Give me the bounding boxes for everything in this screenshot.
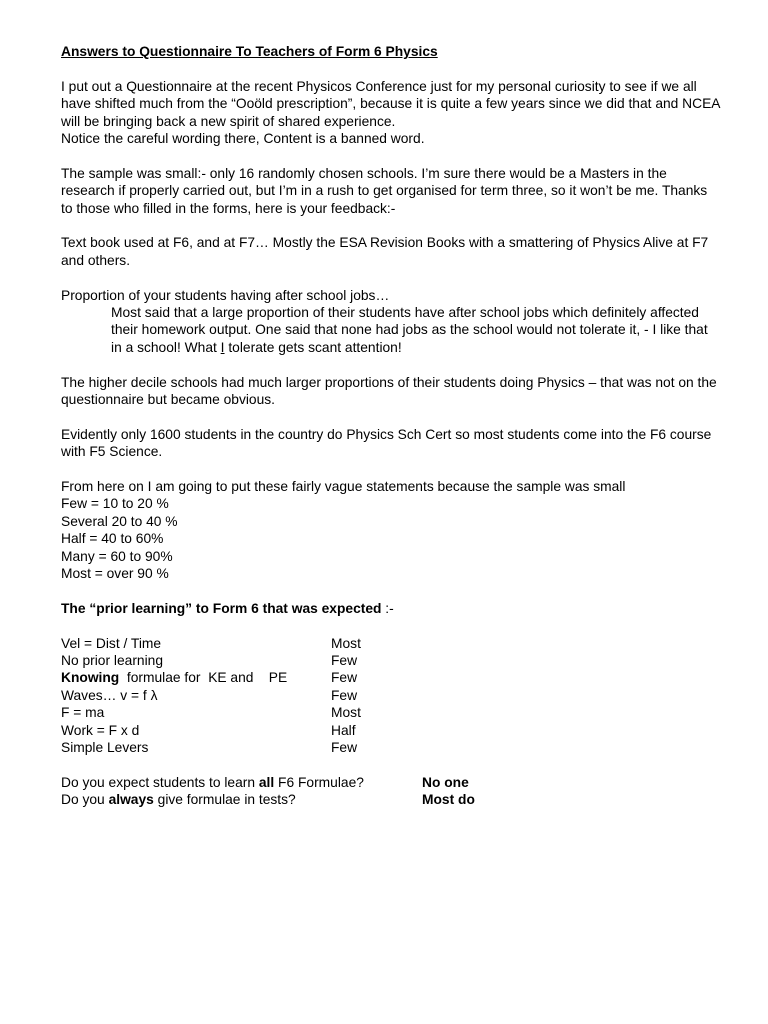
question-text [61, 774, 422, 791]
question-text [61, 791, 422, 808]
question-text-pre: Do you expect students to learn [61, 774, 259, 790]
decile-paragraph: The higher decile schools had much larger proportions of their students doing Physics – that was not on the questionnaire but became obvious. [61, 374, 717, 408]
question-text-post: F6 Formulae? [274, 774, 364, 790]
prior-row-label: No prior learning [61, 653, 163, 669]
prior-row-value: Few [331, 687, 358, 703]
jobs-answer [61, 304, 721, 356]
jobs-question: Proportion of your students having after school jobs… [61, 287, 390, 303]
prior-row [61, 687, 721, 704]
prior-row-label-bold: Knowing [61, 670, 120, 686]
prior-row-label: Simple Levers [61, 740, 149, 756]
evidently-paragraph: Evidently only 1600 students in the country do Physics Sch Cert so most students come into the F6 course with F5 Science. [61, 426, 712, 460]
prior-row [61, 635, 721, 652]
prior-heading-bold: The “prior learning” to Form 6 that was expected [61, 600, 382, 616]
prior-row-label: Work = F x d [61, 722, 140, 738]
prior-row-value: Few [331, 740, 358, 756]
prior-row-value: Half [331, 722, 356, 738]
prior-row-label: F = ma [61, 705, 105, 721]
prior-row-label [61, 669, 331, 686]
prior-row-label: Waves… v = f λ [61, 687, 158, 703]
document-body [61, 43, 721, 809]
sample-paragraph: The sample was small:- only 16 randomly chosen schools. I’m sure there would be a Masters in the research if properly carried out, but I’m in a rush to get organised for term three, so it won’t be me. Thanks to those who filled in the forms, here is your feedback:- [61, 165, 708, 216]
jobs-answer-text-end: tolerate gets scant attention! [224, 339, 402, 355]
prior-learning-heading [61, 600, 721, 617]
intro-paragraph: I put out a Questionnaire at the recent Physicos Conference just for my personal curiosity to see if we all have shifted much from the “Ooöld prescription”, because it is quite a few years since we did that and NCEA will be bringing back a new spirit of shared experience. [61, 78, 720, 129]
question-text-bold: always [108, 792, 154, 808]
prior-row [61, 669, 721, 686]
jobs-answer-text: Most said that a large proportion of their students have after school jobs which definitely affected their homework output. One said that none had jobs as the school would not tolerate it, - I like that in a school! What [111, 305, 708, 355]
prior-row [61, 722, 721, 739]
question-row [61, 791, 721, 808]
question-row [61, 774, 721, 791]
question-answer: Most do [422, 792, 475, 808]
question-text-pre: Do you [61, 792, 109, 808]
prior-row-value: Most [331, 705, 361, 721]
prior-row [61, 652, 721, 669]
scale-item: Half = 40 to 60% [61, 531, 164, 547]
prior-row-value: Most [331, 635, 361, 651]
page-title: Answers to Questionnaire To Teachers of Form 6 Physics [61, 44, 438, 59]
textbook-paragraph: Text book used at F6, and at F7… Mostly the ESA Revision Books with a smattering of Physics Alive at F7 and others. [61, 235, 709, 268]
question-answer: No one [422, 774, 469, 790]
jobs-answer-emphasis: I [220, 339, 225, 355]
prior-row-label: Vel = Dist / Time [61, 635, 162, 651]
intro-note: Notice the careful wording there, Content is a banned word. [61, 131, 425, 147]
prior-row-value: Few [331, 653, 358, 669]
question-text-post: give formulae in tests? [153, 792, 296, 808]
prior-row-label-rest: formulae for KE and PE [119, 670, 288, 686]
prior-row-value: Few [331, 670, 358, 686]
scale-item: Few = 10 to 20 % [61, 496, 169, 512]
scale-item: Most = over 90 % [61, 566, 169, 582]
question-text-bold: all [258, 774, 275, 790]
prior-row [61, 739, 721, 756]
prior-row [61, 704, 721, 721]
scale-item: Many = 60 to 90% [61, 548, 173, 564]
scale-intro: From here on I am going to put these fairly vague statements because the sample was small [61, 479, 626, 495]
prior-heading-tail: :- [381, 600, 394, 616]
scale-item: Several 20 to 40 % [61, 513, 178, 529]
